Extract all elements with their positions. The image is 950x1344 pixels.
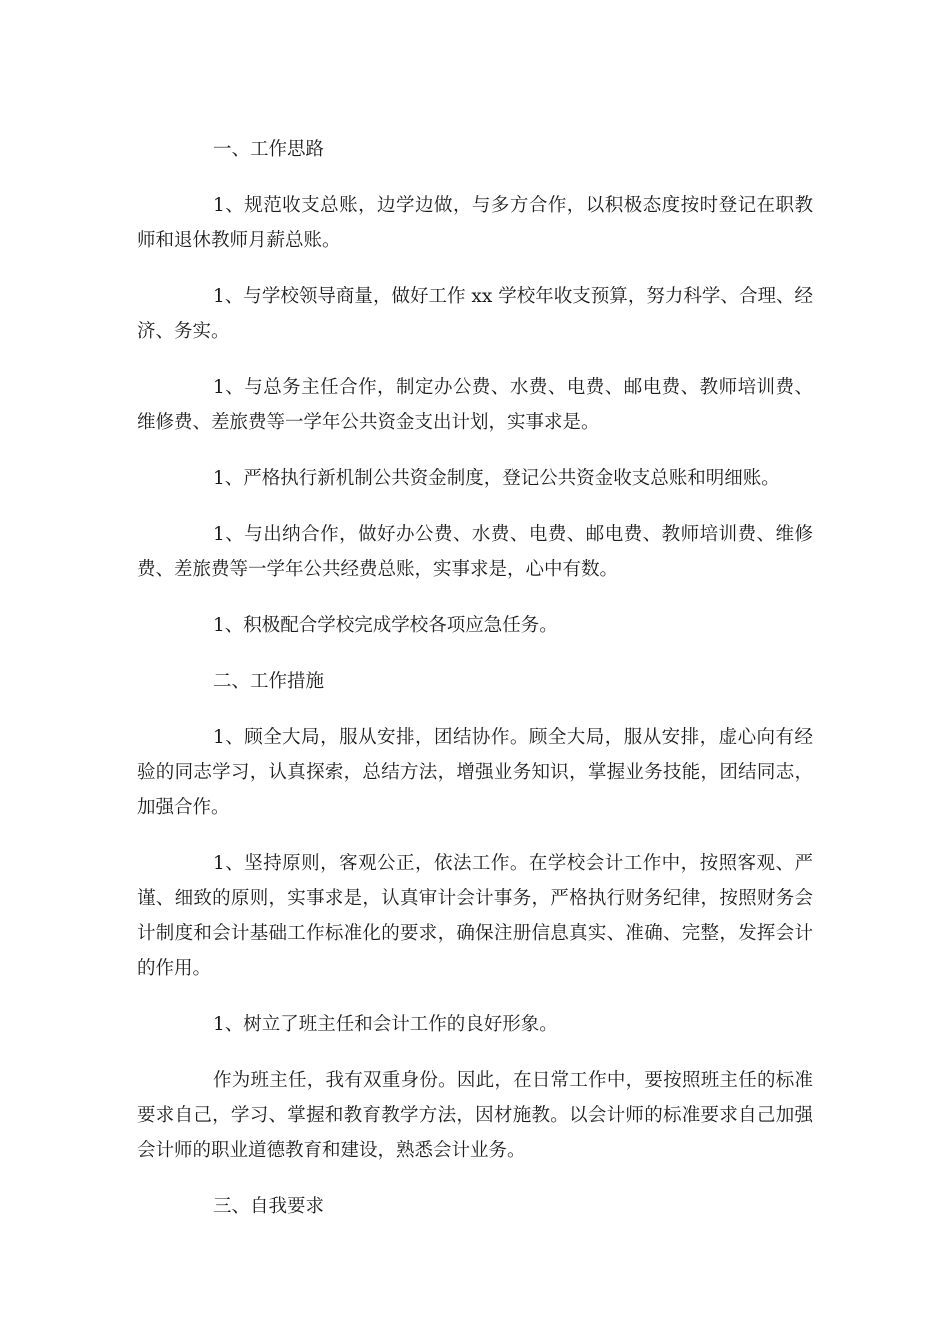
paragraph-expense-plan: 1、与总务主任合作，制定办公费、水费、电费、邮电费、教师培训费、维修费、差旅费等一学年公共资金支出计划，实事求是。 (137, 377, 813, 433)
document-body (137, 132, 813, 1245)
paragraph-overall-situation: 1、顾全大局，服从安排，团结协作。顾全大局，服从安排，虚心向有经验的同志学习，认真探索，总结方法，增强业务知识，掌握业务技能，团结同志，加强合作。 (137, 727, 813, 818)
paragraph-dual-role: 作为班主任，我有双重身份。因此，在日常工作中，要按照班主任的标准要求自己，学习、掌握和教育教学方法，因材施教。以会计师的标准要求自己加强会计师的职业道德教育和建设，熟悉会计业务。 (137, 1070, 813, 1161)
paragraph-cashier: 1、与出纳合作，做好办公费、水费、电费、邮电费、教师培训费、维修费、差旅费等一学年公共经费总账，实事求是，心中有数。 (137, 524, 813, 580)
section-heading-self-requirements: 三、自我要求 (213, 1196, 325, 1217)
paragraph-public-funds: 1、严格执行新机制公共资金制度，登记公共资金收支总账和明细账。 (213, 468, 780, 489)
section-heading-work-ideas: 一、工作思路 (213, 139, 325, 160)
section-heading-work-measures: 二、工作措施 (213, 671, 325, 692)
paragraph-principles: 1、坚持原则，客观公正，依法工作。在学校会计工作中，按照客观、严谨、细致的原则，实事求是，认真审计会计事务，严格执行财务纪律，按照财务会计制度和会计基础工作标准化的要求，确保注册信息真实、准确、完整，发挥会计的作用。 (137, 853, 813, 979)
paragraph-budget: 1、与学校领导商量，做好工作 xx 学校年收支预算，努力科学、合理、经济、务实。 (137, 286, 813, 342)
paragraph-image: 1、树立了班主任和会计工作的良好形象。 (213, 1014, 558, 1035)
paragraph-emergency-tasks: 1、积极配合学校完成学校各项应急任务。 (213, 615, 558, 636)
paragraph-ledger: 1、规范收支总账，边学边做，与多方合作，以积极态度按时登记在职教师和退休教师月薪总账。 (137, 195, 813, 251)
